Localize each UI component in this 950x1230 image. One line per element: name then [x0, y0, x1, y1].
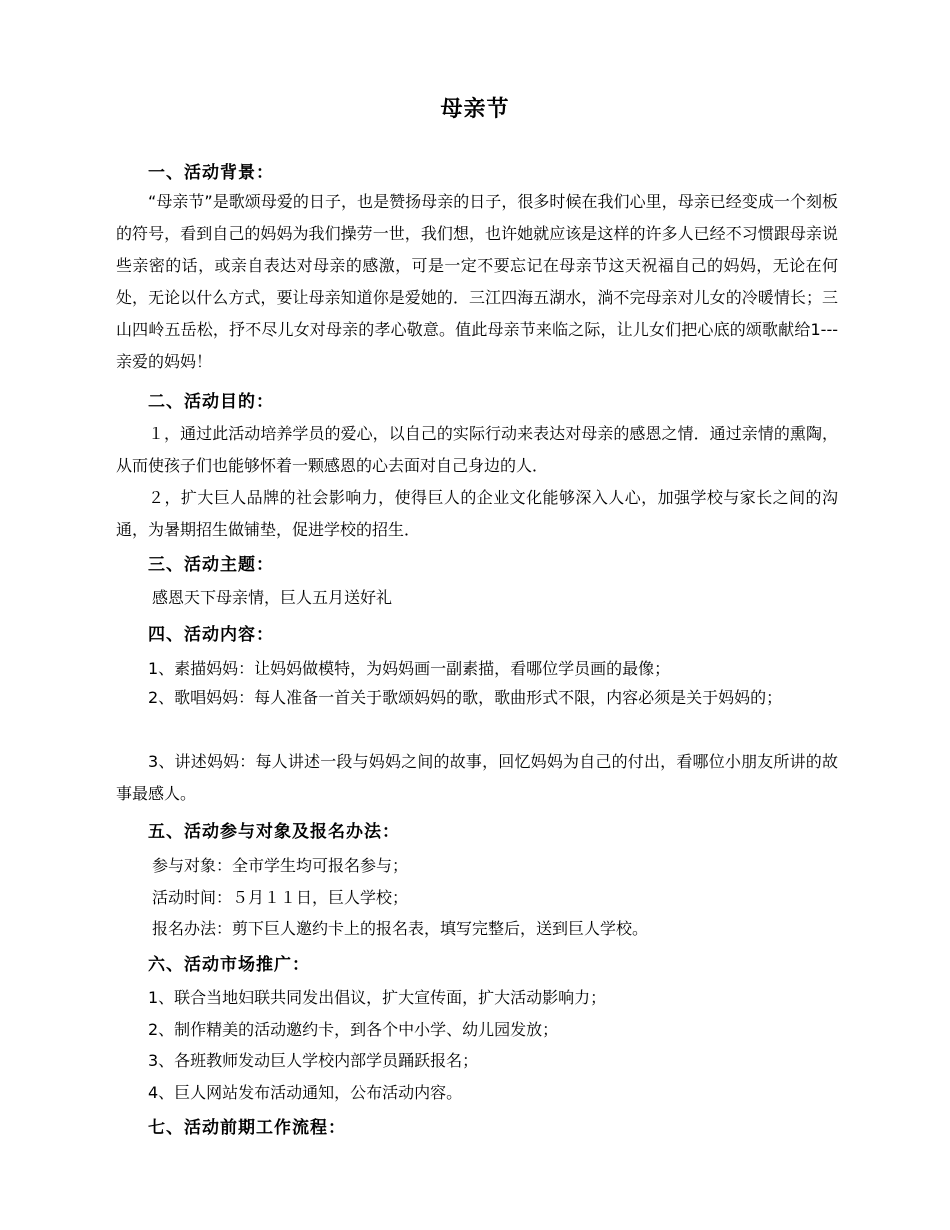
promotion-item-4: 4、巨人网站发布活动通知，公布活动内容。: [148, 1083, 463, 1102]
participation-time: 活动时间：５月１１日，巨人学校；: [152, 888, 409, 907]
promotion-item-2: 2、制作精美的活动邀约卡，到各个中小学、幼儿园发放；: [148, 1020, 559, 1039]
theme-text: 感恩天下母亲情，巨人五月送好礼: [152, 588, 393, 607]
section-heading-background: 一、活动背景：: [148, 163, 274, 183]
content-item-3: 3、讲述妈妈：每人讲述一段与妈妈之间的故事，回忆妈妈为自己的付出，看哪位小朋友所讲的故事最感人。: [116, 752, 838, 803]
section-heading-participation: 五、活动参与对象及报名办法：: [148, 822, 400, 842]
content-item-1: 1、素描妈妈：让妈妈做模特，为妈妈画一副素描，看哪位学员画的最像；: [148, 659, 671, 678]
document-title: 母亲节: [440, 97, 510, 122]
section-heading-theme: 三、活动主题：: [148, 555, 274, 575]
section-heading-workflow: 七、活动前期工作流程：: [148, 1118, 346, 1138]
section-heading-purpose: 二、活动目的：: [148, 392, 274, 412]
section-heading-content: 四、活动内容：: [148, 625, 274, 645]
background-paragraph: “母亲节”是歌颂母爱的日子，也是赞扬母亲的日子，很多时候在我们心里，母亲已经变成一个刻板的符号，看到自己的妈妈为我们操劳一世，我们想，也许她就应该是这样的许多人已经不习惯跟母亲说些亲密的话，或亲自表达对母亲的感激，可是一定不要忘记在母亲节这天祝福自己的妈妈，无论在何处，无论以什么方式，要让母亲知道你是爱她的．三江四海五湖水，淌不完母亲对儿女的冷暖情长；三山四岭五岳松，抒不尽儿女对母亲的孝心敬意。值此母亲节来临之际，让儿女们把心底的颂歌献给1---亲爱的妈妈！: [116, 192, 838, 371]
purpose-item-1: １，通过此活动培养学员的爱心，以自己的实际行动来表达对母亲的感恩之情．通过亲情的熏陶，从而使孩子们也能够怀着一颗感恩的心去面对自己身边的人．: [116, 424, 838, 475]
participation-target: 参与对象：全市学生均可报名参与；: [152, 856, 409, 875]
promotion-item-3: 3、各班教师发动巨人学校内部学员踊跃报名；: [148, 1051, 479, 1070]
section-heading-promotion: 六、活动市场推广：: [148, 955, 310, 975]
promotion-item-1: 1、联合当地妇联共同发出倡议，扩大宣传面，扩大活动影响力；: [148, 988, 607, 1007]
participation-method: 报名办法：剪下巨人邀约卡上的报名表，填写完整后，送到巨人学校。: [152, 919, 649, 938]
content-item-2: 2、歌唱妈妈：每人准备一首关于歌颂妈妈的歌，歌曲形式不限，内容必须是关于妈妈的；: [148, 688, 783, 707]
purpose-item-2: ２，扩大巨人品牌的社会影响力，使得巨人的企业文化能够深入人心，加强学校与家长之间的沟通，为暑期招生做铺垫，促进学校的招生．: [116, 488, 838, 539]
